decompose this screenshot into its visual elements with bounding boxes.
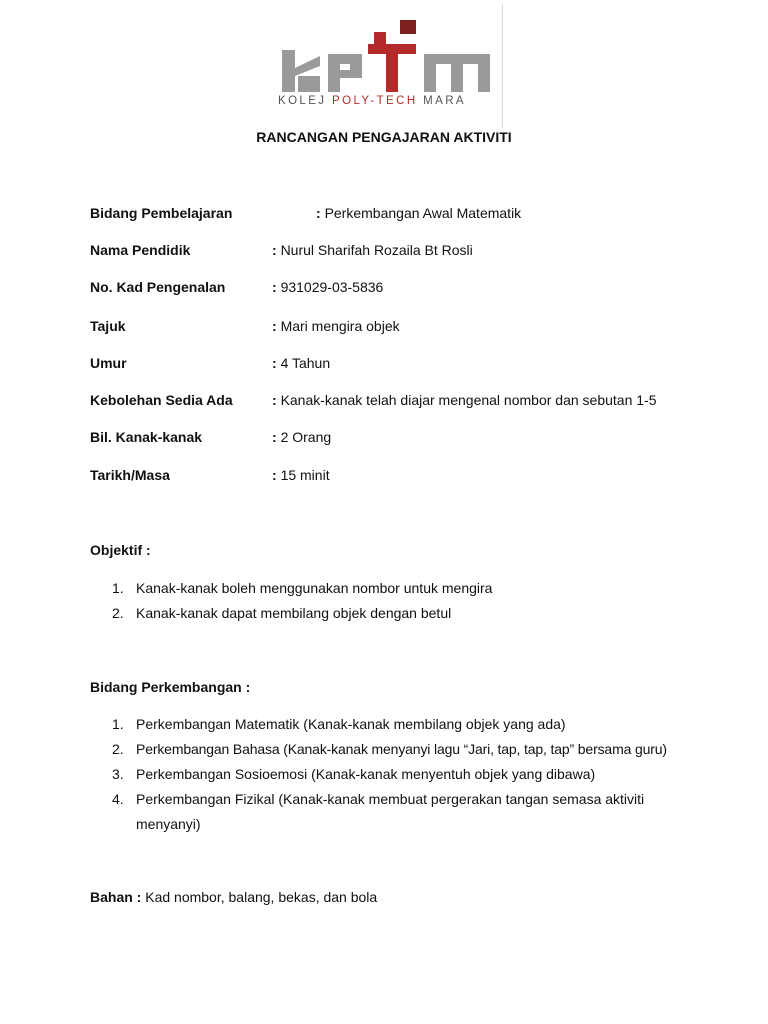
bahan-value: Kad nombor, balang, bekas, dan bola [145, 889, 378, 905]
list-text: Perkembangan Sosioemosi (Kanak-kanak menyentuh objek yang dibawa) [136, 766, 596, 782]
bahan-label: Bahan : [90, 889, 142, 905]
field-value: Nurul Sharifah Rozaila Bt Rosli [280, 242, 473, 258]
list-text: Perkembangan Fizikal (Kanak-kanak membuat pergerakan tangan semasa aktiviti [136, 791, 645, 807]
field-value: Kanak-kanak telah diajar mengenal nombor dan sebutan 1-5 [280, 392, 657, 408]
list-item [112, 765, 595, 783]
field-value: 4 Tahun [280, 355, 331, 371]
list-text: Perkembangan Matematik (Kanak-kanak membilang objek yang ada) [136, 716, 566, 732]
page-title: RANCANGAN PENGAJARAN AKTIVITI [256, 129, 512, 145]
field-label: Bidang Pembelajaran [90, 205, 233, 221]
list-number: 2. [112, 605, 124, 621]
field-value-wrap: : 2 Orang [272, 429, 332, 445]
field-label: Tarikh/Masa [90, 467, 170, 483]
objektif-heading: Objektif : [90, 542, 151, 558]
field-value-wrap: : Nurul Sharifah Rozaila Bt Rosli [272, 242, 473, 258]
logo-letter-t-bar [368, 44, 416, 54]
list-number: 1. [112, 716, 124, 732]
field-label: Tajuk [90, 318, 126, 334]
logo-letter-m [424, 54, 490, 92]
field-label: No. Kad Pengenalan [90, 279, 226, 295]
logo-letter-k-stem [282, 50, 295, 92]
field-value: 2 Orang [280, 429, 332, 445]
field-value-wrap: : 4 Tahun [272, 355, 331, 371]
field-value-wrap: : Perkembangan Awal Matematik [316, 205, 522, 221]
logo-letter-p [328, 54, 362, 92]
logo-letter-k-leg [298, 76, 320, 92]
field-label: Nama Pendidik [90, 242, 191, 258]
field-value-wrap: : Kanak-kanak telah diajar mengenal nombor dan sebutan 1-5 [272, 392, 657, 408]
kptm-logo [276, 4, 504, 126]
field-value: Mari mengira objek [280, 318, 400, 334]
field-value-wrap: : 931029-03-5836 [272, 279, 384, 295]
field-label: Kebolehan Sedia Ada [90, 392, 233, 408]
list-number: 4. [112, 791, 124, 807]
field-value: 15 minit [280, 467, 330, 483]
field-label: Umur [90, 355, 127, 371]
logo-letter-k-arm [295, 56, 320, 76]
list-item [112, 604, 451, 622]
list-item [112, 579, 492, 597]
list-number: 2. [112, 741, 124, 757]
list-item [112, 715, 566, 733]
field-label: Bil. Kanak-kanak [90, 429, 203, 445]
field-value-wrap: : 15 minit [272, 467, 330, 483]
logo-square-small [374, 32, 386, 44]
list-text-continuation: menyanyi) [136, 816, 201, 832]
list-number: 3. [112, 766, 124, 782]
perkembangan-heading: Bidang Perkembangan : [90, 679, 251, 695]
bahan-line [90, 889, 377, 905]
list-text: Perkembangan Bahasa (Kanak-kanak menyanyi lagu “Jari, tap, tap, tap” bersama guru) [136, 741, 667, 757]
list-text: Kanak-kanak boleh menggunakan nombor untuk mengira [136, 580, 493, 596]
logo-college-name-accent: POLY-TECH [332, 95, 418, 107]
field-value: Perkembangan Awal Matematik [324, 205, 522, 221]
list-number: 1. [112, 580, 124, 596]
list-text: Kanak-kanak dapat membilang objek dengan betul [136, 605, 452, 621]
logo-square-large [400, 20, 416, 34]
logo-college-name: KOLEJ POLY-TECH MARA [278, 95, 466, 107]
logo-letter-t-stem [386, 54, 398, 92]
list-item [112, 740, 667, 758]
field-value-wrap: : Mari mengira objek [272, 318, 400, 334]
field-value: 931029-03-5836 [280, 279, 384, 295]
list-item [112, 790, 645, 832]
